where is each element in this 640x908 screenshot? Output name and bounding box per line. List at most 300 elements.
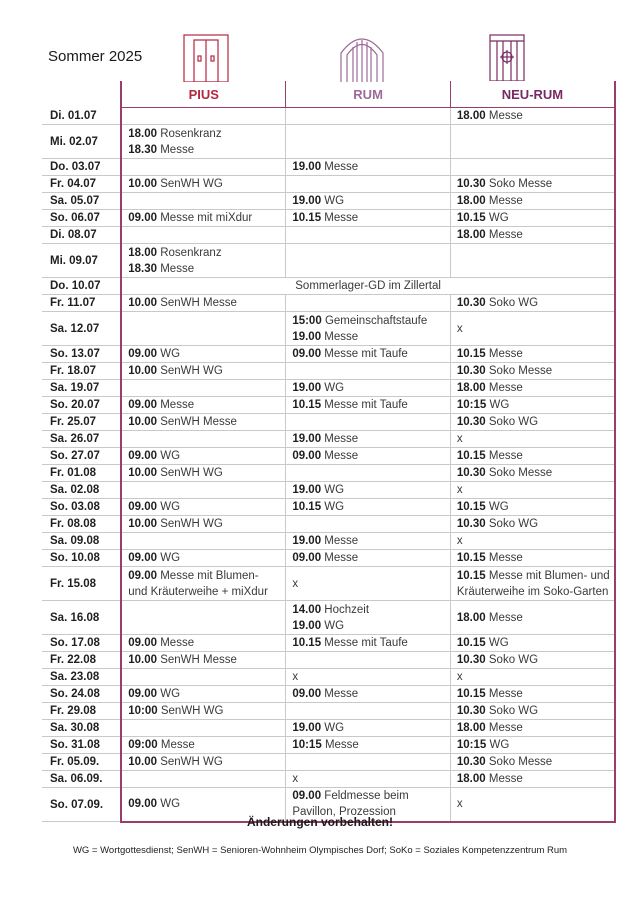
span-event-cell: Sommerlager-GD im Zillertal xyxy=(121,278,615,295)
event-time: 10.30 xyxy=(456,297,486,309)
pius-cell xyxy=(121,465,286,482)
event-line xyxy=(128,346,285,362)
event-time: 18.00 xyxy=(128,246,158,259)
date-cell: Sa. 02.08 xyxy=(42,482,121,499)
event-time: 19.00 xyxy=(292,722,322,734)
event-line xyxy=(457,686,614,702)
schedule-row xyxy=(42,669,615,686)
neurum-cell xyxy=(450,227,615,244)
pius-cell xyxy=(121,448,286,465)
rum-cell xyxy=(286,380,451,397)
schedule-row xyxy=(42,125,615,159)
event-label: SenWH WG xyxy=(160,365,223,377)
event-label: x xyxy=(456,535,463,547)
church-door-icon xyxy=(182,33,230,82)
neurum-cell xyxy=(450,669,615,686)
event-label: WG xyxy=(160,798,181,811)
schedule-row xyxy=(42,431,615,448)
event-line xyxy=(292,788,450,804)
neurum-cell xyxy=(450,125,615,159)
rum-cell xyxy=(286,754,451,771)
event-line xyxy=(457,533,614,549)
event-line xyxy=(457,380,614,396)
event-label: und Kräuterweihe + miXdur xyxy=(128,585,268,598)
event-line xyxy=(128,142,285,158)
event-line xyxy=(457,610,614,626)
rum-cell xyxy=(286,771,451,788)
event-label: WG xyxy=(160,450,181,462)
event-line xyxy=(292,431,450,447)
event-line xyxy=(128,465,285,481)
rum-cell xyxy=(286,482,451,499)
event-label: Messe xyxy=(488,773,523,785)
neurum-cell xyxy=(450,533,615,550)
event-label: Messe xyxy=(324,212,359,224)
rum-cell xyxy=(286,193,451,210)
event-line xyxy=(128,754,285,770)
event-label: x xyxy=(456,798,463,811)
event-time: 09.00 xyxy=(128,688,158,700)
event-time: 10:15 xyxy=(456,399,487,411)
event-time: 09.00 xyxy=(128,212,158,224)
event-label: Messe xyxy=(488,195,523,207)
schedule-row xyxy=(42,176,615,193)
date-cell: Do. 03.07 xyxy=(42,159,121,176)
pius-cell xyxy=(121,737,286,754)
event-line xyxy=(128,414,285,430)
event-line xyxy=(292,499,450,515)
event-time: 10.15 xyxy=(292,501,322,513)
event-time: 10.15 xyxy=(456,569,486,582)
event-label: Messe xyxy=(324,330,359,343)
schedule-row xyxy=(42,193,615,210)
date-cell: Sa. 19.07 xyxy=(42,380,121,397)
rum-cell xyxy=(286,686,451,703)
neurum-cell xyxy=(450,652,615,669)
event-time: 09.00 xyxy=(292,552,322,564)
pius-cell xyxy=(121,227,286,244)
page-title: Sommer 2025 xyxy=(48,48,143,65)
event-line xyxy=(457,108,614,124)
event-line xyxy=(457,737,614,753)
event-label: Messe xyxy=(324,739,359,751)
event-label: Soko Messe xyxy=(488,467,553,479)
rum-cell xyxy=(286,703,451,720)
event-line xyxy=(457,363,614,379)
event-line xyxy=(128,499,285,515)
event-time: 09:00 xyxy=(128,739,158,751)
rum-cell xyxy=(286,550,451,567)
event-time: 10.30 xyxy=(456,178,486,190)
pius-cell xyxy=(121,108,286,125)
pius-cell xyxy=(121,363,286,380)
event-line xyxy=(457,516,614,532)
event-time: 10.00 xyxy=(128,297,158,309)
date-cell: So. 03.08 xyxy=(42,499,121,516)
date-cell: Di. 01.07 xyxy=(42,108,121,125)
event-time: 09.00 xyxy=(128,637,158,649)
event-line xyxy=(292,210,450,226)
event-label: Soko Messe xyxy=(488,178,553,190)
rum-cell xyxy=(286,295,451,312)
event-line xyxy=(292,720,450,736)
event-time: 19.00 xyxy=(292,619,322,632)
event-line xyxy=(292,771,450,787)
neurum-cell xyxy=(450,108,615,125)
event-label: Rosenkranz xyxy=(160,127,222,140)
pius-cell xyxy=(121,295,286,312)
event-label: Messe xyxy=(488,611,523,624)
event-label: WG xyxy=(488,212,509,224)
header-rum: RUM xyxy=(286,81,451,108)
event-label: Soko Messe xyxy=(488,756,553,768)
schedule-row xyxy=(42,244,615,278)
event-line xyxy=(457,584,614,600)
event-label: Messe xyxy=(488,348,523,360)
neurum-cell xyxy=(450,244,615,278)
event-label: Kräuterweihe im Soko-Garten xyxy=(456,585,609,598)
event-label: WG xyxy=(324,382,345,394)
event-line xyxy=(128,363,285,379)
pius-cell xyxy=(121,771,286,788)
event-line xyxy=(292,669,450,685)
schedule-row xyxy=(42,295,615,312)
event-label: SenWH WG xyxy=(160,756,223,768)
rum-cell xyxy=(286,176,451,193)
rum-cell xyxy=(286,737,451,754)
date-cell: Di. 08.07 xyxy=(42,227,121,244)
rum-cell xyxy=(286,414,451,431)
schedule-row xyxy=(42,397,615,414)
event-line xyxy=(457,193,614,209)
neurum-cell xyxy=(450,635,615,652)
event-line xyxy=(292,618,450,634)
event-line xyxy=(457,227,614,243)
schedule-row xyxy=(42,380,615,397)
event-time: 09.00 xyxy=(128,399,158,411)
event-line xyxy=(457,482,614,498)
event-time: 18.00 xyxy=(128,127,158,140)
header-neurum: NEU-RUM xyxy=(450,81,615,108)
pius-cell xyxy=(121,125,286,159)
event-label: WG xyxy=(489,399,510,411)
rum-cell xyxy=(286,652,451,669)
event-line xyxy=(457,652,614,668)
schedule-row xyxy=(42,278,615,295)
neurum-cell xyxy=(450,567,615,601)
event-line xyxy=(128,210,285,226)
event-time: 09.00 xyxy=(128,798,158,811)
pius-cell xyxy=(121,414,286,431)
date-cell: Fr. 15.08 xyxy=(42,567,121,601)
pius-cell xyxy=(121,550,286,567)
event-label: WG xyxy=(324,501,345,513)
event-line xyxy=(292,313,450,329)
event-line xyxy=(457,414,614,430)
neurum-cell xyxy=(450,771,615,788)
event-line xyxy=(292,159,450,175)
event-label: SenWH WG xyxy=(160,467,223,479)
event-label: Messe xyxy=(324,535,359,547)
event-line xyxy=(128,516,285,532)
date-cell: Fr. 18.07 xyxy=(42,363,121,380)
schedule-row xyxy=(42,312,615,346)
pius-cell xyxy=(121,652,286,669)
event-label: SenWH Messe xyxy=(160,416,237,428)
event-label: WG xyxy=(324,195,345,207)
event-label: x xyxy=(292,577,299,590)
event-line xyxy=(457,703,614,719)
event-label: Messe xyxy=(488,229,523,241)
event-label: SenWH WG xyxy=(160,178,223,190)
pius-cell xyxy=(121,516,286,533)
pius-cell xyxy=(121,499,286,516)
pius-cell xyxy=(121,193,286,210)
event-line xyxy=(457,448,614,464)
event-label: Messe mit Blumen- und xyxy=(488,569,610,582)
event-time: 18.30 xyxy=(128,143,158,156)
pius-cell xyxy=(121,159,286,176)
event-time: 18.00 xyxy=(456,611,486,624)
pius-cell xyxy=(121,686,286,703)
event-time: 19.00 xyxy=(292,484,322,496)
neurum-cell xyxy=(450,703,615,720)
pius-cell xyxy=(121,312,286,346)
event-time: 10.00 xyxy=(128,178,158,190)
event-line xyxy=(292,346,450,362)
event-label: WG xyxy=(488,501,509,513)
date-cell: Sa. 06.09. xyxy=(42,771,121,788)
schedule-row xyxy=(42,652,615,669)
rum-cell xyxy=(286,227,451,244)
event-line xyxy=(128,126,285,142)
event-label: WG xyxy=(324,484,345,496)
rum-cell xyxy=(286,125,451,159)
event-label: Soko WG xyxy=(488,654,539,666)
event-time: 09.00 xyxy=(128,501,158,513)
event-label: x xyxy=(456,322,463,335)
event-time: 18.00 xyxy=(456,722,486,734)
rum-cell xyxy=(286,363,451,380)
event-time: 10.15 xyxy=(456,450,486,462)
neurum-cell xyxy=(450,431,615,448)
neurum-cell xyxy=(450,312,615,346)
event-line xyxy=(128,448,285,464)
schedule-row xyxy=(42,635,615,652)
neurum-cell xyxy=(450,720,615,737)
event-time: 10.30 xyxy=(456,756,486,768)
event-label: Messe mit Blumen- xyxy=(160,569,259,582)
header-pius: PIUS xyxy=(121,81,286,108)
date-cell: Fr. 22.08 xyxy=(42,652,121,669)
event-label: Rosenkranz xyxy=(160,246,222,259)
event-label: Messe xyxy=(324,433,359,445)
pius-cell xyxy=(121,720,286,737)
event-label: SenWH Messe xyxy=(160,654,237,666)
pius-cell xyxy=(121,703,286,720)
event-line xyxy=(128,737,285,753)
neurum-cell xyxy=(450,176,615,193)
rum-cell xyxy=(286,210,451,227)
event-label: WG xyxy=(160,552,181,564)
event-label: Messe mit Taufe xyxy=(324,348,408,360)
neurum-cell xyxy=(450,550,615,567)
event-line xyxy=(457,796,614,812)
rum-cell xyxy=(286,397,451,414)
schedule-row xyxy=(42,482,615,499)
date-cell: Mi. 09.07 xyxy=(42,244,121,278)
schedule-row xyxy=(42,754,615,771)
event-line xyxy=(128,652,285,668)
schedule-row xyxy=(42,159,615,176)
date-cell: Fr. 08.08 xyxy=(42,516,121,533)
rum-cell xyxy=(286,499,451,516)
event-time: 15:00 xyxy=(292,314,322,327)
event-time: 19.00 xyxy=(292,382,322,394)
schedule-row xyxy=(42,499,615,516)
changes-notice: Änderungen vorbehalten! xyxy=(246,815,393,829)
event-label: Messe xyxy=(488,722,523,734)
event-line xyxy=(292,397,450,413)
event-time: 19.00 xyxy=(292,330,322,343)
rum-cell xyxy=(286,108,451,125)
event-label: x xyxy=(456,433,463,445)
event-line xyxy=(292,550,450,566)
header-row xyxy=(42,81,615,108)
event-line xyxy=(292,602,450,618)
event-label: WG xyxy=(324,619,345,632)
event-line xyxy=(128,635,285,651)
event-label: WG xyxy=(488,637,509,649)
event-line xyxy=(128,550,285,566)
date-cell: So. 13.07 xyxy=(42,346,121,363)
event-time: 09.00 xyxy=(128,450,158,462)
event-time: 09.00 xyxy=(292,790,322,803)
event-line xyxy=(457,499,614,515)
rum-cell xyxy=(286,448,451,465)
date-cell: So. 06.07 xyxy=(42,210,121,227)
date-cell: So. 31.08 xyxy=(42,737,121,754)
neurum-cell xyxy=(450,346,615,363)
event-line xyxy=(128,176,285,192)
event-line xyxy=(128,686,285,702)
event-line xyxy=(457,210,614,226)
event-line xyxy=(292,380,450,396)
event-time: 18.00 xyxy=(456,773,486,785)
event-label: WG xyxy=(324,722,345,734)
neurum-cell xyxy=(450,295,615,312)
date-cell: So. 17.08 xyxy=(42,635,121,652)
date-cell: Mi. 02.07 xyxy=(42,125,121,159)
pius-cell xyxy=(121,754,286,771)
event-line xyxy=(292,448,450,464)
event-label: Soko WG xyxy=(488,705,539,717)
event-line xyxy=(457,397,614,413)
neurum-cell xyxy=(450,380,615,397)
rum-cell xyxy=(286,244,451,278)
event-time: 10.30 xyxy=(456,705,486,717)
rum-cell xyxy=(286,465,451,482)
event-time: 19.00 xyxy=(292,535,322,547)
event-line xyxy=(457,669,614,685)
event-label: Messe mit Taufe xyxy=(324,399,408,411)
event-line xyxy=(457,720,614,736)
event-label: Messe xyxy=(160,262,195,275)
date-cell: So. 07.09. xyxy=(42,788,121,822)
event-line xyxy=(457,754,614,770)
pius-cell xyxy=(121,533,286,550)
date-cell: Sa. 16.08 xyxy=(42,601,121,635)
rum-cell xyxy=(286,533,451,550)
event-line xyxy=(128,245,285,261)
event-label: x xyxy=(456,671,463,683)
pius-cell xyxy=(121,482,286,499)
event-label: x xyxy=(292,773,299,785)
rum-cell xyxy=(286,635,451,652)
event-label: Messe xyxy=(160,739,195,751)
event-line xyxy=(457,771,614,787)
event-line xyxy=(128,796,285,812)
event-line xyxy=(292,576,450,592)
event-time: 10:00 xyxy=(128,705,158,717)
event-label: Feldmesse beim xyxy=(324,790,409,803)
schedule-row xyxy=(42,516,615,533)
event-line xyxy=(128,295,285,311)
event-time: 19.00 xyxy=(292,195,322,207)
event-time: 14.00 xyxy=(292,603,322,616)
event-label: Messe xyxy=(160,637,195,649)
date-cell: Fr. 01.08 xyxy=(42,465,121,482)
rum-cell xyxy=(286,312,451,346)
event-time: 10.00 xyxy=(128,756,158,768)
pius-cell xyxy=(121,176,286,193)
schedule-row xyxy=(42,550,615,567)
date-cell: Sa. 09.08 xyxy=(42,533,121,550)
schedule-row xyxy=(42,210,615,227)
date-cell: So. 20.07 xyxy=(42,397,121,414)
neurum-cell xyxy=(450,414,615,431)
event-time: 10.15 xyxy=(456,212,486,224)
event-line xyxy=(292,482,450,498)
event-time: 09.00 xyxy=(292,348,322,360)
neurum-cell xyxy=(450,499,615,516)
event-time: 18.00 xyxy=(456,195,486,207)
date-cell: So. 10.08 xyxy=(42,550,121,567)
event-label: x xyxy=(456,484,463,496)
event-label: SenWH WG xyxy=(160,518,223,530)
event-time: 10.15 xyxy=(456,501,486,513)
event-line xyxy=(457,346,614,362)
pius-cell xyxy=(121,601,286,635)
event-line xyxy=(292,737,450,753)
pius-cell xyxy=(121,567,286,601)
event-time: 19.00 xyxy=(292,161,322,173)
neurum-cell xyxy=(450,601,615,635)
rum-cell xyxy=(286,669,451,686)
event-line xyxy=(457,176,614,192)
event-time: 10:15 xyxy=(456,739,487,751)
event-time: 10.30 xyxy=(456,654,486,666)
event-time: 18.00 xyxy=(456,110,486,122)
event-line xyxy=(457,635,614,651)
date-cell: Sa. 26.07 xyxy=(42,431,121,448)
neurum-cell xyxy=(450,159,615,176)
neurum-cell xyxy=(450,754,615,771)
neurum-cell xyxy=(450,686,615,703)
pius-cell xyxy=(121,397,286,414)
schedule-row xyxy=(42,414,615,431)
event-line xyxy=(292,686,450,702)
